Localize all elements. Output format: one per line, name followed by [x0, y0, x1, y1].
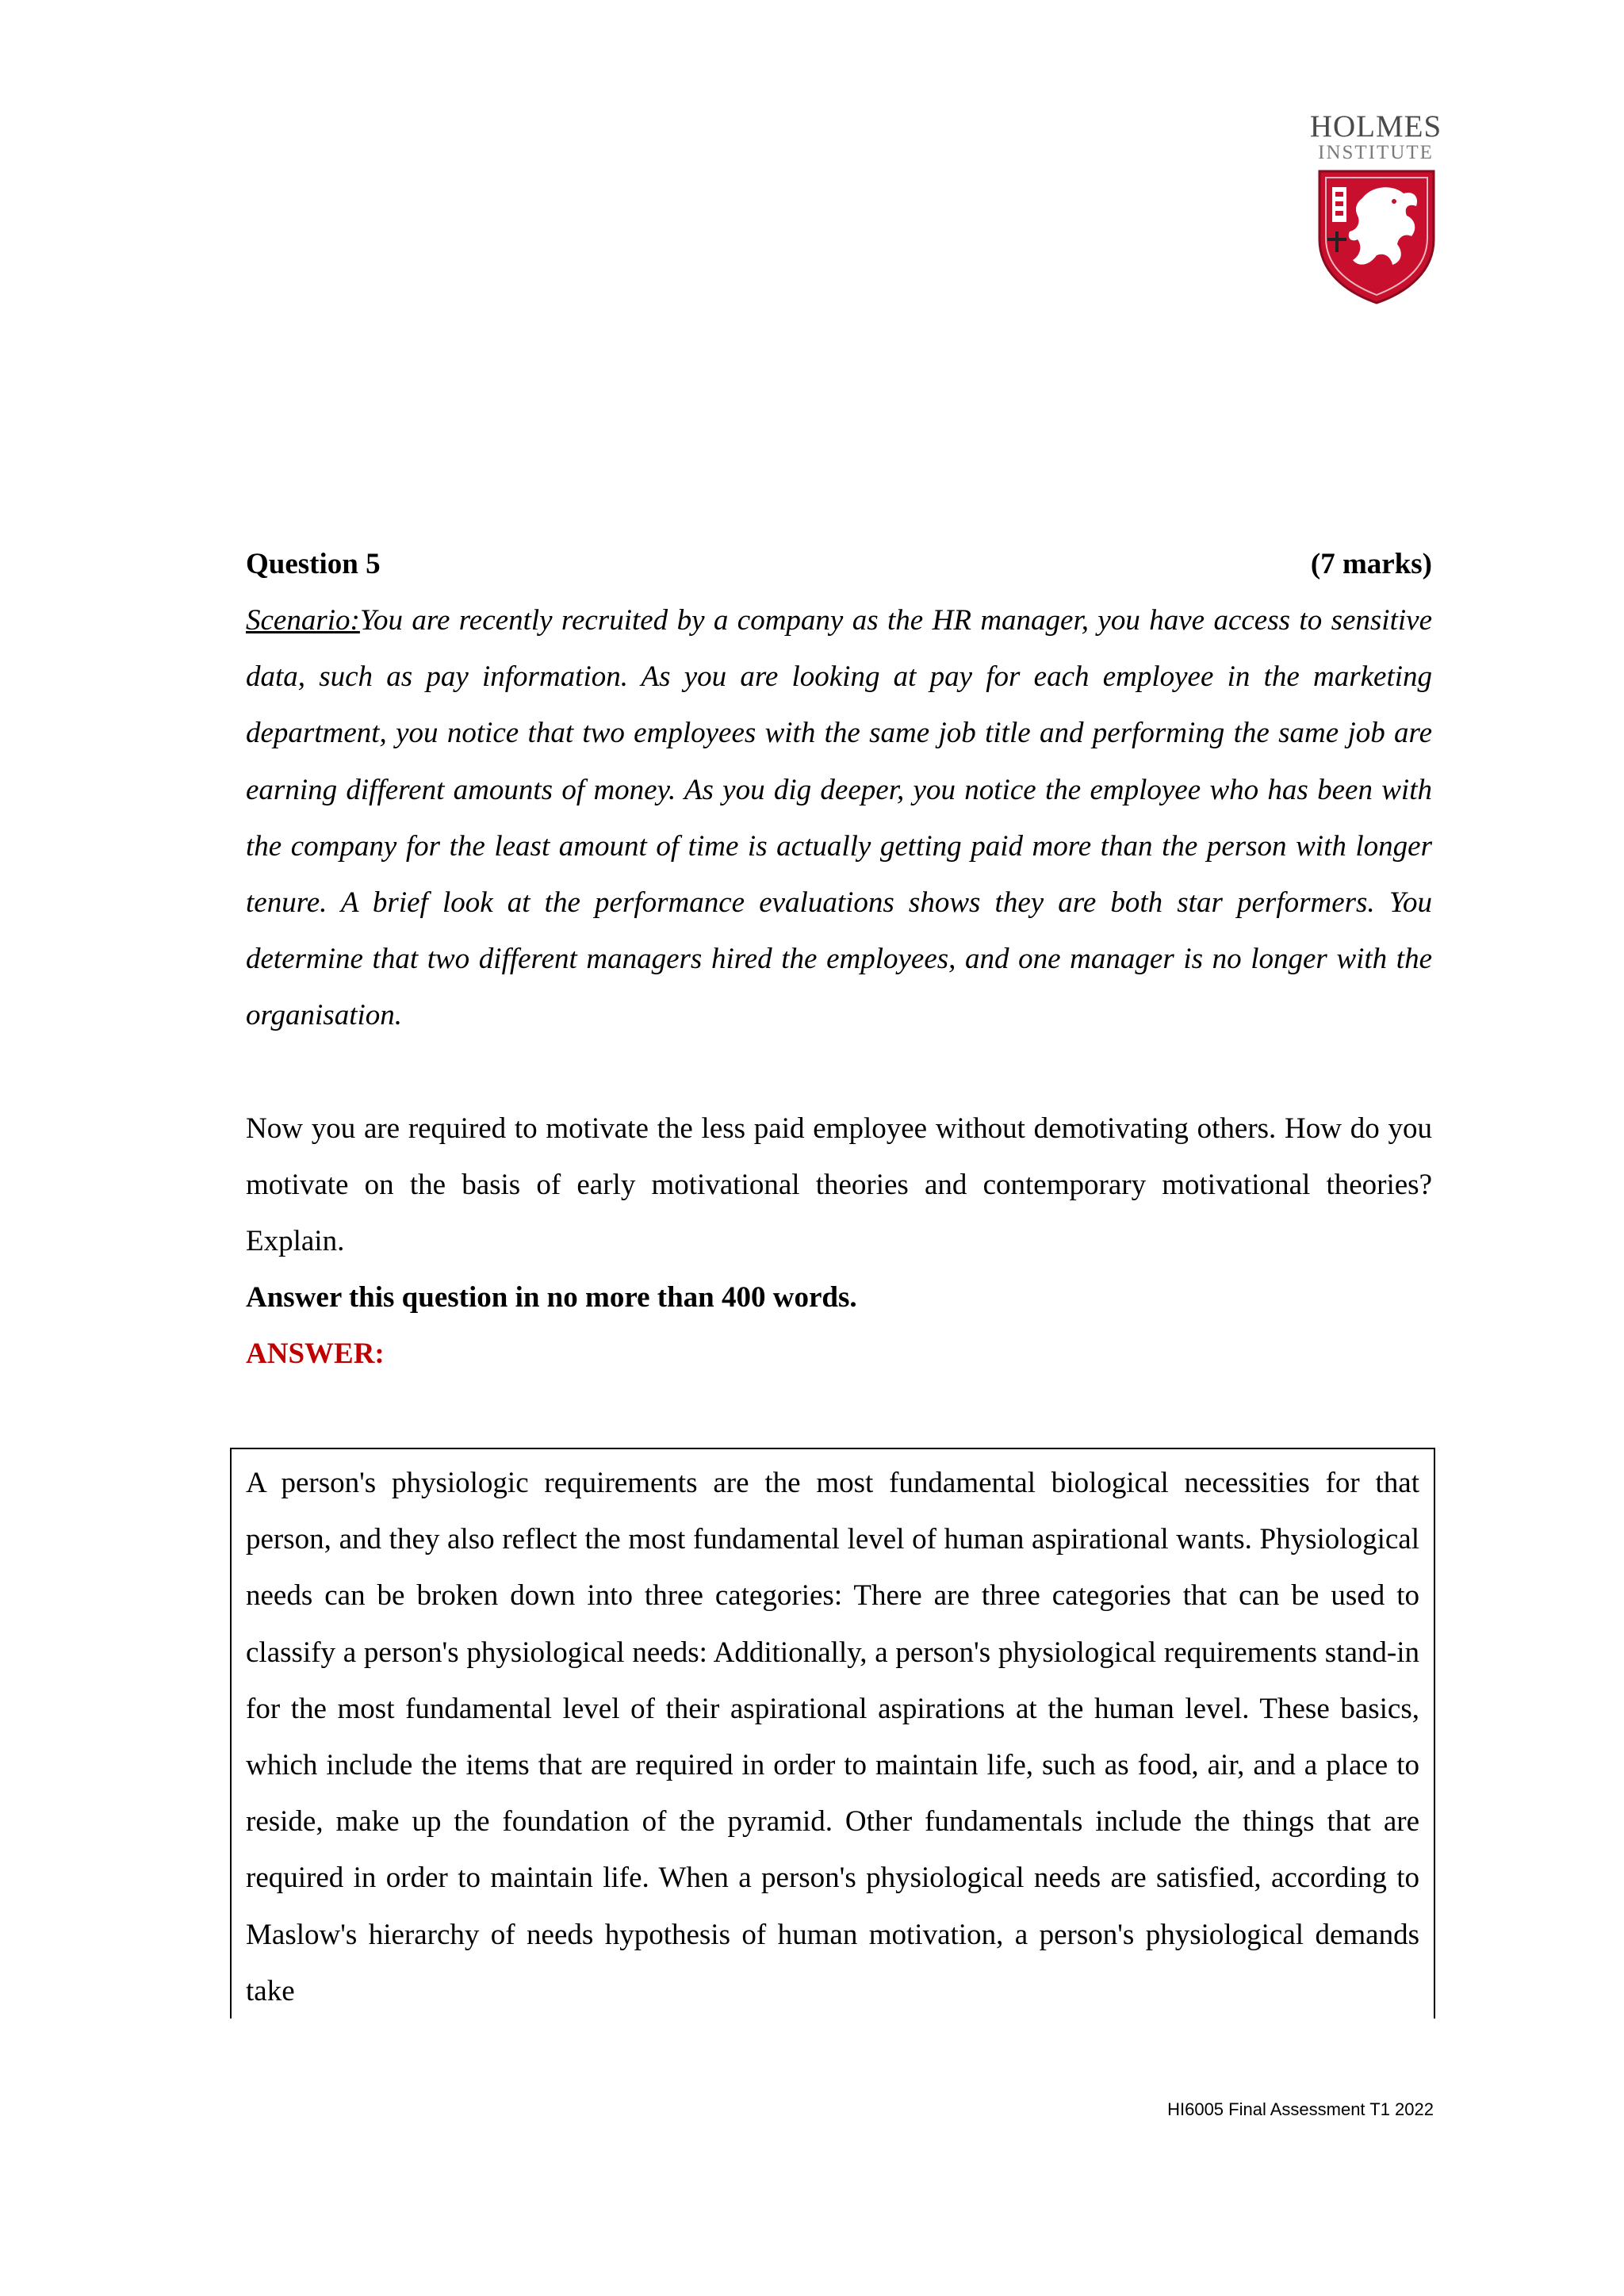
- scenario-text: You are recently recruited by a company as the HR manager, you have access to sensitive data, such as pay information. As you are looking at pay for each employee in the marketing department, you notice that two employees with the same job title and performing the same job are earning different amounts of money. As you dig deeper, you notice the employee who has been with the company for the least amount of time is actually getting paid more than the person with longer tenure. A brief look at the performance evaluations shows they are both star performers. You determine that two different managers hired the employees, and one manager is no longer with the organisation.: [246, 604, 1432, 1032]
- question-prompt: Now you are required to motivate the less paid employee without demotivating others. How do you motivate on the basis of early motivational theories and contemporary motivational theories? Explain.: [246, 1112, 1432, 1258]
- answer-text: A person's physiologic requirements are the most fundamental biological necessities for that person, and they also reflect the most fundamental level of human aspirational wants. Physiological needs can be broken down into three categories: There are three categories that can be used to classify a person's physiological needs: Additionally, a person's physiological requirements stand-in for the most fundamental level of their aspirational aspirations at the human level. These basics, which include the items that are required in order to maintain life, such as food, air, and a place to reside, make up the foundation of the pyramid. Other fundamentals include the things that are required in order to maintain life. When a person's physiological needs are satisfied, according to Maslow's hierarchy of needs hypothesis of human motivation, a person's physiological demands take: [246, 1467, 1419, 2007]
- question-header: [246, 536, 1432, 592]
- scenario-label: Scenario:: [246, 604, 360, 637]
- answer-label: ANSWER:: [246, 1337, 385, 1371]
- scenario-paragraph: [246, 592, 1432, 1044]
- word-limit-instruction: Answer this question in no more than 400 words.: [246, 1281, 857, 1314]
- logo-wordmark: HOLMES: [1309, 109, 1442, 144]
- page-footer: HI6005 Final Assessment T1 2022: [1167, 2099, 1434, 2119]
- answer-box: [230, 1448, 1435, 2019]
- question-marks: (7 marks): [1310, 548, 1432, 580]
- shield-crest-icon: [1315, 166, 1438, 305]
- paragraph-spacer: [246, 1044, 1432, 1100]
- holmes-institute-logo: [1308, 111, 1443, 305]
- question-title: Question 5: [246, 548, 381, 580]
- question-section: [246, 536, 1432, 1382]
- logo-subtitle: INSTITUTE: [1318, 142, 1434, 163]
